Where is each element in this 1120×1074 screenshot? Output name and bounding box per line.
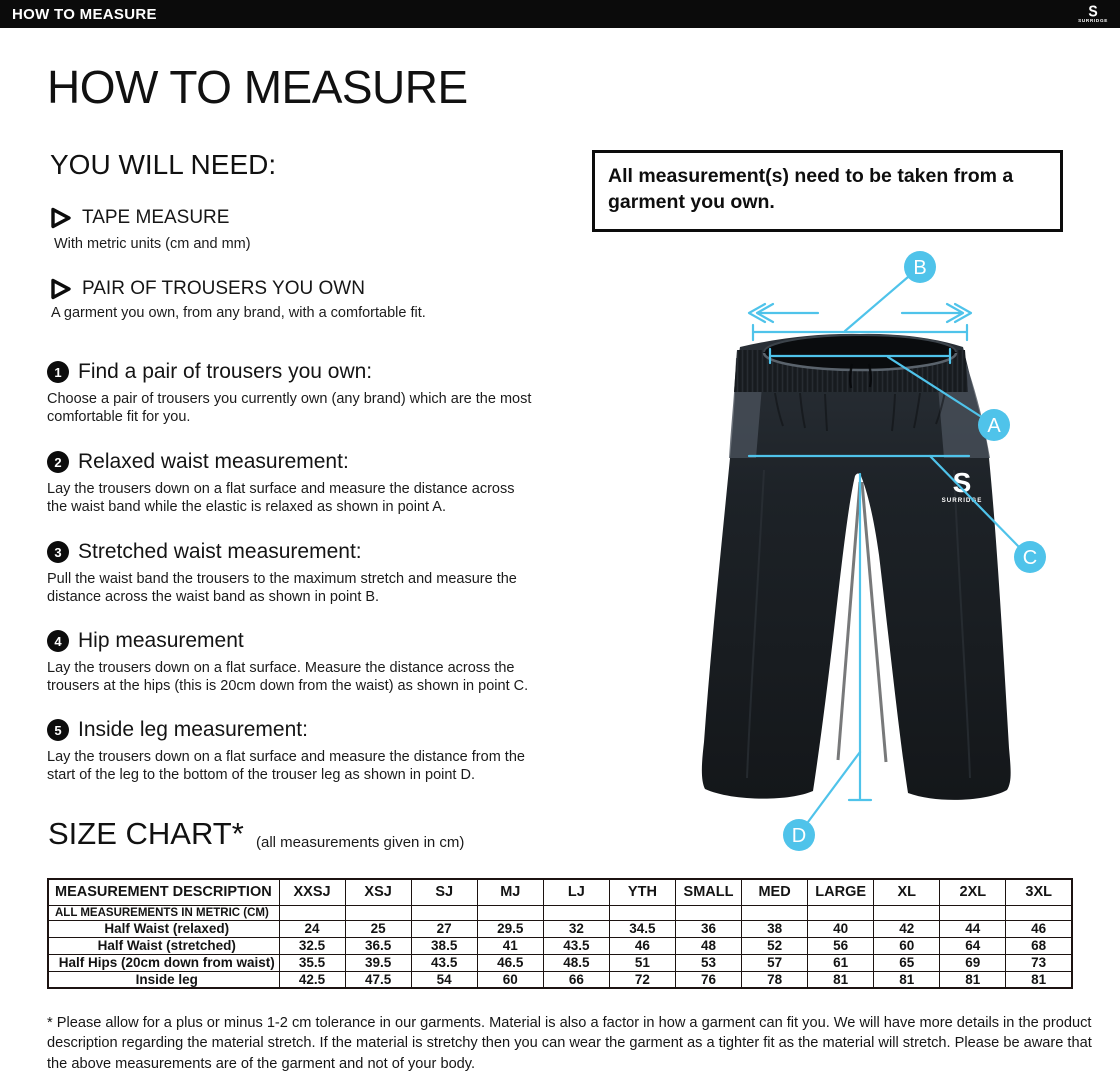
size-column-header: LJ xyxy=(543,879,609,905)
size-value-cell: 61 xyxy=(808,954,874,971)
step-1 xyxy=(47,360,547,427)
size-chart-heading: SIZE CHART* xyxy=(48,816,244,851)
size-value-cell: 25 xyxy=(345,920,411,937)
empty-cell xyxy=(874,905,940,920)
step-title: Inside leg measurement: xyxy=(78,718,308,741)
size-value-cell: 36.5 xyxy=(345,937,411,954)
size-table-head-row xyxy=(48,879,1072,905)
need-item-title: PAIR OF TROUSERS YOU OWN xyxy=(82,278,365,299)
top-bar-title: HOW TO MEASURE xyxy=(12,5,157,23)
size-value-cell: 48.5 xyxy=(543,954,609,971)
step-number-badge: 3 xyxy=(47,541,69,563)
size-value-cell: 32.5 xyxy=(279,937,345,954)
row-label-cell: Half Waist (relaxed) xyxy=(48,920,279,937)
size-value-cell: 35.5 xyxy=(279,954,345,971)
size-column-header: XSJ xyxy=(345,879,411,905)
svg-text:SURRIDGE: SURRIDGE xyxy=(941,497,983,504)
size-value-cell: 46.5 xyxy=(477,954,543,971)
empty-cell xyxy=(1006,905,1072,920)
size-value-cell: 76 xyxy=(675,971,741,988)
size-value-cell: 24 xyxy=(279,920,345,937)
surridge-logo xyxy=(1078,4,1108,24)
step-title: Relaxed waist measurement: xyxy=(78,450,349,473)
size-value-cell: 34.5 xyxy=(609,920,675,937)
empty-cell xyxy=(808,905,874,920)
measurement-description-header: MEASUREMENT DESCRIPTION xyxy=(48,879,279,905)
size-column-header: SMALL xyxy=(675,879,741,905)
empty-cell xyxy=(477,905,543,920)
size-value-cell: 81 xyxy=(940,971,1006,988)
step-title: Hip measurement xyxy=(78,629,244,652)
size-value-cell: 66 xyxy=(543,971,609,988)
size-table-row xyxy=(48,920,1072,937)
size-column-header: LARGE xyxy=(808,879,874,905)
size-chart-table xyxy=(47,878,1073,989)
step-body: Choose a pair of trousers you currently own (any brand) which are the most comfortable fit for you. xyxy=(47,391,532,426)
size-column-header: MJ xyxy=(477,879,543,905)
size-value-cell: 54 xyxy=(411,971,477,988)
step-4 xyxy=(47,629,547,696)
svg-text:C: C xyxy=(1022,547,1038,569)
size-value-cell: 42.5 xyxy=(279,971,345,988)
empty-cell xyxy=(411,905,477,920)
empty-cell xyxy=(609,905,675,920)
size-value-cell: 56 xyxy=(808,937,874,954)
size-value-cell: 36 xyxy=(675,920,741,937)
step-body: Pull the waist band the trousers to the maximum stretch and measure the distance across the waist band as shown in point B. xyxy=(47,571,517,606)
top-bar xyxy=(0,0,1120,28)
trousers-illustration xyxy=(702,334,1011,800)
size-value-cell: 68 xyxy=(1006,937,1072,954)
step-2 xyxy=(47,450,547,517)
svg-text:B: B xyxy=(913,257,927,279)
size-value-cell: 53 xyxy=(675,954,741,971)
step-number-badge: 5 xyxy=(47,719,69,741)
empty-cell xyxy=(675,905,741,920)
need-item-description: A garment you own, from any brand, with a comfortable fit. xyxy=(51,305,426,321)
size-value-cell: 38.5 xyxy=(411,937,477,954)
step-title: Stretched waist measurement: xyxy=(78,540,362,563)
need-item-trousers xyxy=(50,278,365,300)
size-table-body xyxy=(48,905,1072,988)
size-value-cell: 48 xyxy=(675,937,741,954)
empty-cell xyxy=(742,905,808,920)
surridge-monogram-icon: S xyxy=(1088,2,1098,21)
metric-subheader-cell: ALL MEASUREMENTS IN METRIC (CM) xyxy=(48,905,279,920)
size-value-cell: 78 xyxy=(742,971,808,988)
trousers-measurement-diagram xyxy=(560,240,1120,868)
size-value-cell: 29.5 xyxy=(477,920,543,937)
empty-cell xyxy=(345,905,411,920)
size-value-cell: 32 xyxy=(543,920,609,937)
step-title: Find a pair of trousers you own: xyxy=(78,360,373,383)
empty-cell xyxy=(543,905,609,920)
triangle-bullet-icon xyxy=(50,207,72,229)
step-3 xyxy=(47,540,547,607)
empty-cell xyxy=(940,905,1006,920)
page-title: HOW TO MEASURE xyxy=(47,61,468,113)
size-value-cell: 51 xyxy=(609,954,675,971)
size-value-cell: 72 xyxy=(609,971,675,988)
step-body: Lay the trousers down on a flat surface and measure the distance across the waist band while the elastic is relaxed as shown in point A. xyxy=(47,481,515,516)
size-value-cell: 41 xyxy=(477,937,543,954)
callout-box: All measurement(s) need to be taken from a garment you own. xyxy=(592,150,1063,232)
size-value-cell: 81 xyxy=(1006,971,1072,988)
triangle-bullet-icon xyxy=(50,278,72,300)
size-value-cell: 60 xyxy=(874,937,940,954)
size-column-header: YTH xyxy=(609,879,675,905)
size-value-cell: 39.5 xyxy=(345,954,411,971)
size-value-cell: 46 xyxy=(1006,920,1072,937)
step-number-badge: 2 xyxy=(47,451,69,473)
tolerance-footnote: * Please allow for a plus or minus 1-2 cm tolerance in our garments. Material is also a factor in how a garment can fit you. We will have more details in the product description regarding the material stretch. If the material is stretchy then you can wear the garment as a tighter fit as the material will stretch. Please be aware that the above measurements are of the garment and not of your body. xyxy=(47,1015,1092,1072)
size-column-header: SJ xyxy=(411,879,477,905)
size-table-row xyxy=(48,954,1072,971)
stretch-arrow-left xyxy=(749,304,818,322)
row-label-cell: Inside leg xyxy=(48,971,279,988)
size-value-cell: 81 xyxy=(808,971,874,988)
metric-subheader-row xyxy=(48,905,1072,920)
size-value-cell: 64 xyxy=(940,937,1006,954)
size-table-row xyxy=(48,971,1072,988)
svg-text:D: D xyxy=(791,825,807,847)
size-column-header: 2XL xyxy=(940,879,1006,905)
svg-text:A: A xyxy=(987,415,1001,437)
you-will-need-heading: YOU WILL NEED: xyxy=(50,149,277,180)
size-value-cell: 44 xyxy=(940,920,1006,937)
size-value-cell: 57 xyxy=(742,954,808,971)
step-5 xyxy=(47,718,547,785)
size-column-header: MED xyxy=(742,879,808,905)
row-label-cell: Half Waist (stretched) xyxy=(48,937,279,954)
size-value-cell: 42 xyxy=(874,920,940,937)
size-value-cell: 43.5 xyxy=(543,937,609,954)
size-value-cell: 73 xyxy=(1006,954,1072,971)
svg-text:S: S xyxy=(952,467,972,498)
step-number-badge: 1 xyxy=(47,361,69,383)
size-column-header: 3XL xyxy=(1006,879,1072,905)
step-body: Lay the trousers down on a flat surface and measure the distance from the start of the leg to the bottom of the trouser leg as shown in point D. xyxy=(47,749,525,784)
size-value-cell: 43.5 xyxy=(411,954,477,971)
size-column-header: XXSJ xyxy=(279,879,345,905)
size-value-cell: 46 xyxy=(609,937,675,954)
leader-line-b xyxy=(845,277,908,331)
size-value-cell: 65 xyxy=(874,954,940,971)
size-value-cell: 40 xyxy=(808,920,874,937)
step-body: Lay the trousers down on a flat surface. Measure the distance across the trousers at the hips (this is 20cm down from the waist) as shown in point C. xyxy=(47,660,529,695)
empty-cell xyxy=(279,905,345,920)
need-item-tape-measure xyxy=(50,207,229,229)
size-value-cell: 69 xyxy=(940,954,1006,971)
size-value-cell: 27 xyxy=(411,920,477,937)
size-table-row xyxy=(48,937,1072,954)
stretch-arrow-right xyxy=(902,304,971,322)
size-value-cell: 38 xyxy=(742,920,808,937)
size-value-cell: 47.5 xyxy=(345,971,411,988)
size-column-header: XL xyxy=(874,879,940,905)
size-value-cell: 60 xyxy=(477,971,543,988)
size-chart-note: (all measurements given in cm) xyxy=(256,834,465,851)
row-label-cell: Half Hips (20cm down from waist) xyxy=(48,954,279,971)
need-item-title: TAPE MEASURE xyxy=(82,207,230,228)
need-item-description: With metric units (cm and mm) xyxy=(54,236,251,252)
size-value-cell: 81 xyxy=(874,971,940,988)
step-number-badge: 4 xyxy=(47,630,69,652)
size-value-cell: 52 xyxy=(742,937,808,954)
surridge-wordmark: SURRIDGE xyxy=(1078,18,1108,24)
